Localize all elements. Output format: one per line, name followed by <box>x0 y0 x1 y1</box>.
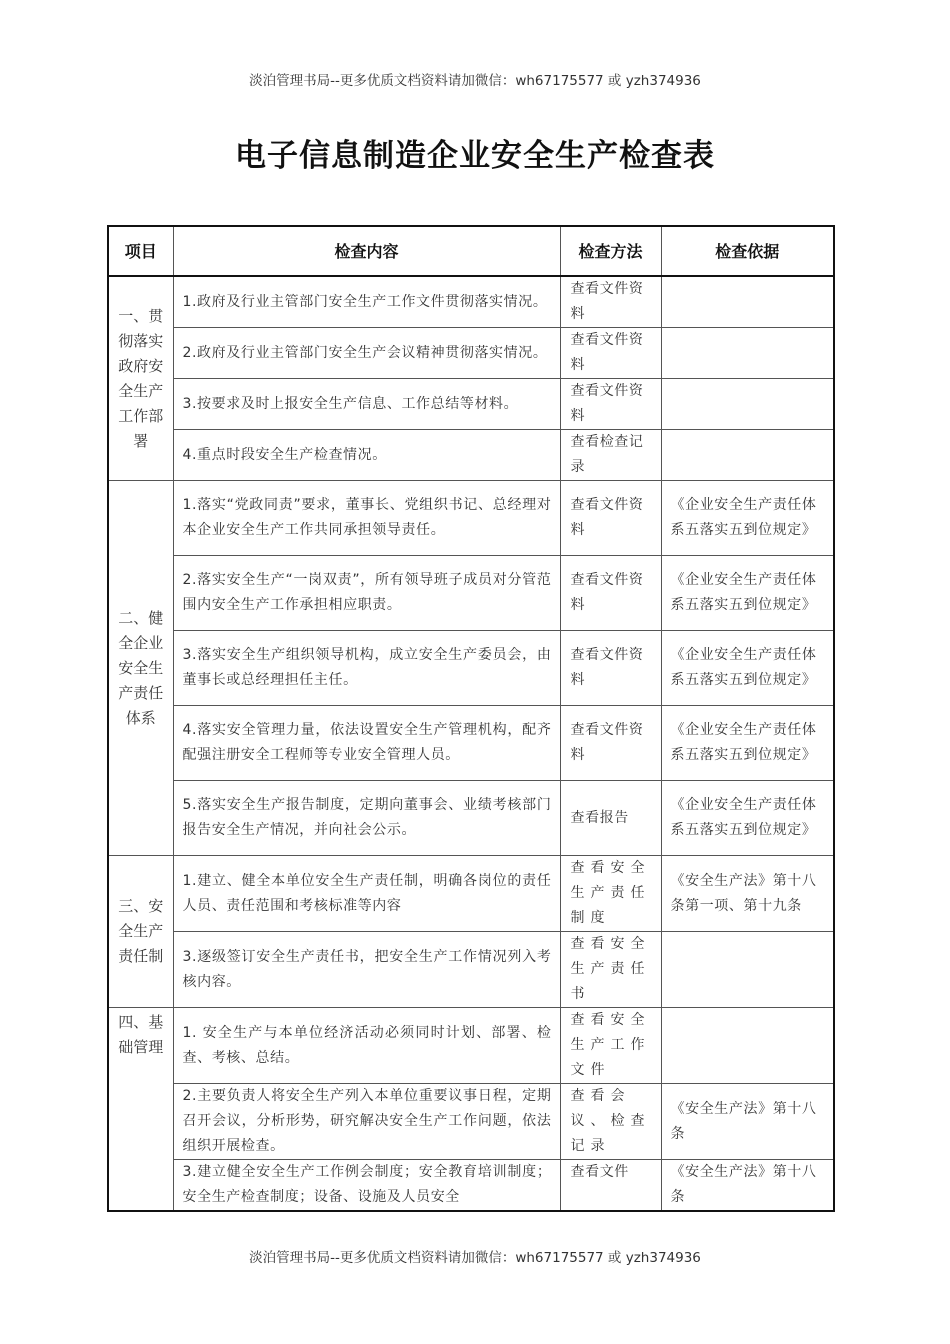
basis-cell: 《企业安全生产责任体系五落实五到位规定》 <box>661 481 834 556</box>
content-cell: 4.落实安全管理力量，依法设置安全生产管理机构，配齐配强注册安全工程师等专业安全管理人员。 <box>173 706 560 781</box>
table-row <box>108 276 834 328</box>
table-row <box>108 631 834 706</box>
table-row <box>108 556 834 631</box>
basis-cell <box>661 430 834 481</box>
content-cell: 2.主要负责人将安全生产列入本单位重要议事日程，定期召开会议，分析形势，研究解决安全生产工作问题，依法组织开展检查。 <box>173 1084 560 1160</box>
content-cell: 3.落实安全生产组织领导机构，成立安全生产委员会，由董事长或总经理担任主任。 <box>173 631 560 706</box>
category-cell: 四、基础管理 <box>108 1008 173 1212</box>
method-cell: 查看文件资料 <box>560 328 661 379</box>
method-cell: 查看文件资料 <box>560 556 661 631</box>
table-row <box>108 781 834 856</box>
method-cell: 查看安全生产责任制度 <box>560 856 661 932</box>
content-cell: 3.逐级签订安全生产责任书，把安全生产工作情况列入考核内容。 <box>173 932 560 1008</box>
method-cell: 查看文件资料 <box>560 706 661 781</box>
header-method: 检查方法 <box>560 226 661 276</box>
basis-cell: 《企业安全生产责任体系五落实五到位规定》 <box>661 631 834 706</box>
basis-cell: 《安全生产法》第十八条 <box>661 1160 834 1212</box>
method-cell: 查看文件 <box>560 1160 661 1212</box>
content-cell: 1.政府及行业主管部门安全生产工作文件贯彻落实情况。 <box>173 276 560 328</box>
content-cell: 2.落实安全生产“一岗双责”，所有领导班子成员对分管范围内安全生产工作承担相应职责。 <box>173 556 560 631</box>
basis-cell: 《企业安全生产责任体系五落实五到位规定》 <box>661 706 834 781</box>
basis-cell <box>661 328 834 379</box>
footer-note: 淡泊管理书局--更多优质文档资料请加微信：wh67175577 或 yzh374936 <box>249 1250 701 1266</box>
basis-cell: 《安全生产法》第十八条第一项、第十九条 <box>661 856 834 932</box>
content-cell: 1.落实“党政同责”要求，董事长、党组织书记、总经理对本企业安全生产工作共同承担领导责任。 <box>173 481 560 556</box>
content-cell: 3.按要求及时上报安全生产信息、工作总结等材料。 <box>173 379 560 430</box>
method-cell: 查看文件资料 <box>560 481 661 556</box>
basis-cell: 《安全生产法》第十八条 <box>661 1084 834 1160</box>
method-cell: 查看检查记录 <box>560 430 661 481</box>
category-cell: 一、贯彻落实政府安全生产工作部署 <box>108 276 173 481</box>
content-cell: 4.重点时段安全生产检查情况。 <box>173 430 560 481</box>
basis-cell: 《企业安全生产责任体系五落实五到位规定》 <box>661 781 834 856</box>
table-row <box>108 430 834 481</box>
basis-cell <box>661 276 834 328</box>
table-row <box>108 481 834 556</box>
table-row <box>108 328 834 379</box>
header-basis: 检查依据 <box>661 226 834 276</box>
header-item: 项目 <box>108 226 173 276</box>
method-cell: 查看文件资料 <box>560 631 661 706</box>
content-cell: 2.政府及行业主管部门安全生产会议精神贯彻落实情况。 <box>173 328 560 379</box>
content-cell: 3.建立健全安全生产工作例会制度；安全教育培训制度；安全生产检查制度；设备、设施及人员安全 <box>173 1160 560 1212</box>
inspection-table <box>107 225 835 1212</box>
table-row <box>108 856 834 932</box>
category-cell: 三、安全生产责任制 <box>108 856 173 1008</box>
table-row <box>108 706 834 781</box>
table-row <box>108 379 834 430</box>
table-row <box>108 932 834 1008</box>
table-row <box>108 1008 834 1084</box>
method-cell: 查看文件资料 <box>560 379 661 430</box>
table-row <box>108 1084 834 1160</box>
content-cell: 1.建立、健全本单位安全生产责任制，明确各岗位的责任人员、责任范围和考核标准等内容 <box>173 856 560 932</box>
basis-cell: 《企业安全生产责任体系五落实五到位规定》 <box>661 556 834 631</box>
content-cell: 5.落实安全生产报告制度，定期向董事会、业绩考核部门报告安全生产情况，并向社会公示。 <box>173 781 560 856</box>
basis-cell <box>661 932 834 1008</box>
method-cell: 查看安全生产责任书 <box>560 932 661 1008</box>
method-cell: 查看文件资料 <box>560 276 661 328</box>
header-note: 淡泊管理书局--更多优质文档资料请加微信：wh67175577 或 yzh374936 <box>249 73 701 89</box>
basis-cell <box>661 379 834 430</box>
method-cell: 查看报告 <box>560 781 661 856</box>
page-title: 电子信息制造企业安全生产检查表 <box>235 138 715 174</box>
method-cell: 查看会议、检查记录 <box>560 1084 661 1160</box>
table-row <box>108 1160 834 1212</box>
content-cell: 1. 安全生产与本单位经济活动必须同时计划、部署、检查、考核、总结。 <box>173 1008 560 1084</box>
basis-cell <box>661 1008 834 1084</box>
header-content: 检查内容 <box>173 226 560 276</box>
table-header-row <box>108 226 834 276</box>
category-cell: 二、健全企业安全生产责任体系 <box>108 481 173 856</box>
method-cell: 查看安全生产工作文件 <box>560 1008 661 1084</box>
